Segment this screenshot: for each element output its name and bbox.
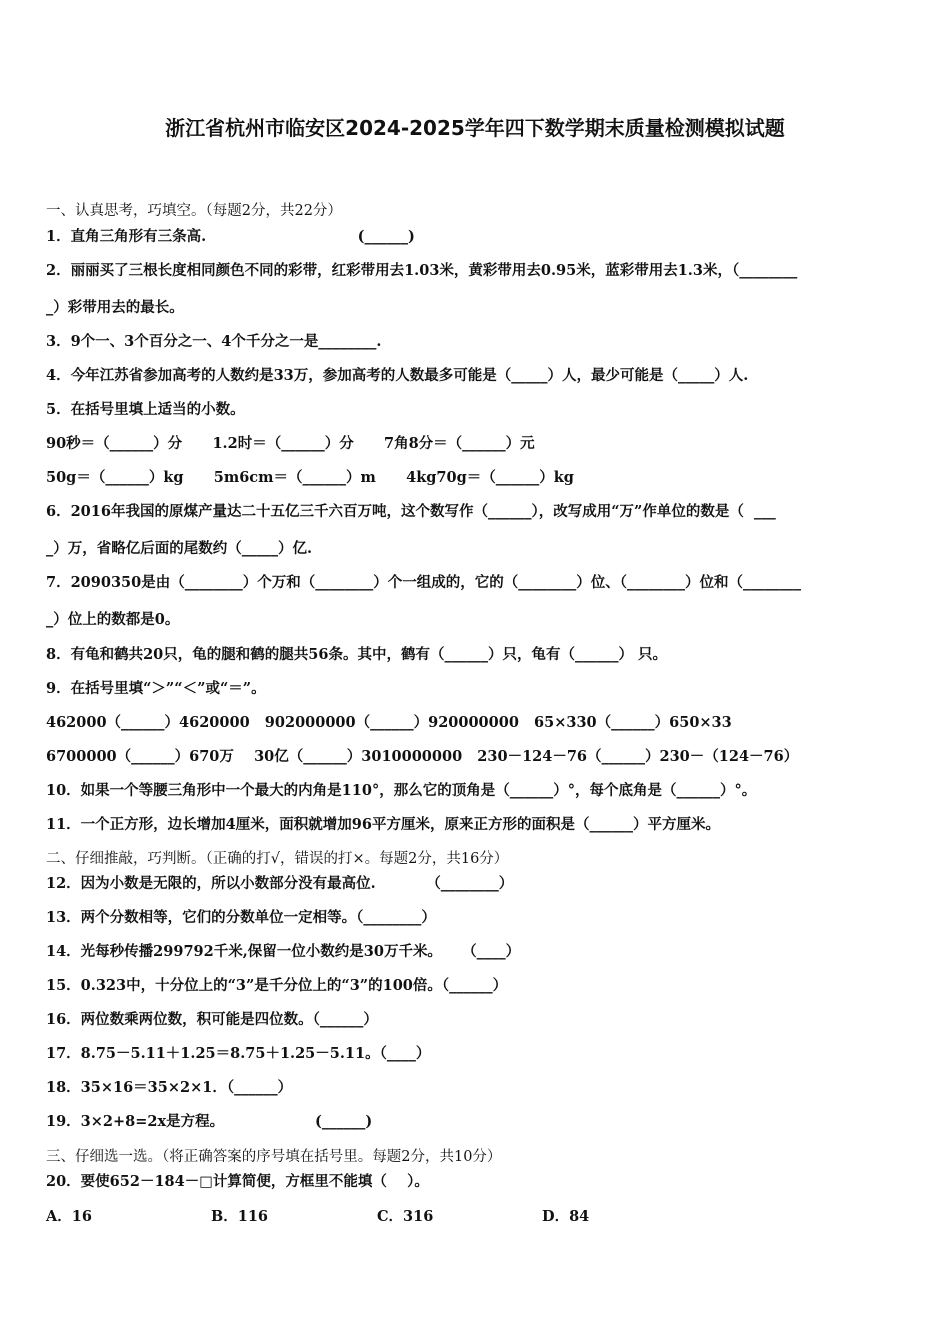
question-6-line-1: 6．2016年我国的原煤产量达二十五亿三千六百万吨，这个数写作（______），改写成用“万”作单位的数是（ ___ <box>46 503 776 520</box>
question-19: 19．3×2+8=2x是方程。 (______) <box>46 1113 373 1130</box>
question-1: 1．直角三角形有三条高. (______) <box>46 228 415 245</box>
question-12: 12．因为小数是无限的，所以小数部分没有最高位. （________） <box>46 875 514 892</box>
question-16: 16．两位数乘两位数，积可能是四位数。（______） <box>46 1011 378 1028</box>
question-11: 11．一个正方形，边长增加4厘米，面积就增加96平方厘米，原来正方形的面积是（______）平方厘米。 <box>46 816 720 833</box>
section-2-heading: 二、仔细推敲，巧判断。（正确的打√，错误的打×。每题2分，共16分） <box>46 851 509 867</box>
question-10: 10．如果一个等腰三角形中一个最大的内角是110°，那么它的顶角是（______）°，每个底角是（______）°。 <box>46 782 757 799</box>
question-5-row-1: 90秒＝（______）分 1.2时＝（______）分 7角8分＝（______）元 <box>46 435 535 452</box>
question-7-line-2: _）位上的数都是0。 <box>46 611 180 628</box>
question-9-row-1: 462000（______）4620000 902000000（______）920000000 65×330（______）650×33 <box>46 714 732 731</box>
question-5: 5．在括号里填上适当的小数。 <box>46 401 245 418</box>
question-7-line-1: 7．2090350是由（________）个万和（________）个一组成的，它的（________）位、（________）位和（________ <box>46 574 801 591</box>
page-title: 浙江省杭州市临安区2024-2025学年四下数学期末质量检测模拟试题 <box>165 116 785 140</box>
question-2-line-1: 2．丽丽买了三根长度相同颜色不同的彩带，红彩带用去1.03米，黄彩带用去0.95米，蓝彩带用去1.3米，（________ <box>46 262 798 279</box>
question-15: 15．0.323中，十分位上的“3”是千分位上的“3”的100倍。（______） <box>46 977 508 994</box>
question-5-row-2: 50g＝（______）kg 5m6cm＝（______）m 4kg70g＝（______）kg <box>46 469 574 486</box>
question-20: 20．要使652－184－□计算简便，方框里不能填（ ）。 <box>46 1173 429 1190</box>
question-13: 13．两个分数相等，它们的分数单位一定相等。（________） <box>46 909 436 926</box>
question-8: 8．有龟和鹤共20只，龟的腿和鹤的腿共56条。其中，鹤有（______）只，龟有（______） 只。 <box>46 646 667 663</box>
choice-a: A．16 <box>46 1208 92 1225</box>
question-18: 18．35×16＝35×2×1．（______） <box>46 1079 293 1096</box>
choice-b: B．116 <box>211 1208 269 1225</box>
section-1-heading: 一、认真思考，巧填空。（每题2分，共22分） <box>46 203 342 219</box>
question-2-line-2: _）彩带用去的最长。 <box>46 299 184 316</box>
question-14: 14．光每秒传播299792千米,保留一位小数约是30万千米。 （____） <box>46 943 521 960</box>
question-6-line-2: _）万，省略亿后面的尾数约（_____）亿. <box>46 540 313 557</box>
question-9-row-2: 6700000（______）670万 30亿（______）3010000000 230－124－76（______）230－（124－76） <box>46 748 799 765</box>
section-3-heading: 三、仔细选一选。（将正确答案的序号填在括号里。每题2分，共10分） <box>46 1149 502 1165</box>
question-3: 3．9个一、3个百分之一、4个千分之一是________. <box>46 333 382 350</box>
question-9: 9．在括号里填“＞”“＜”或“＝”。 <box>46 680 266 697</box>
choice-c: C．316 <box>377 1208 434 1225</box>
choice-d: D．84 <box>542 1208 590 1225</box>
question-17: 17．8.75－5.11＋1.25＝8.75＋1.25－5.11。（____） <box>46 1045 431 1062</box>
question-4: 4．今年江苏省参加高考的人数约是33万，参加高考的人数最多可能是（_____）人，最少可能是（_____）人. <box>46 367 749 384</box>
